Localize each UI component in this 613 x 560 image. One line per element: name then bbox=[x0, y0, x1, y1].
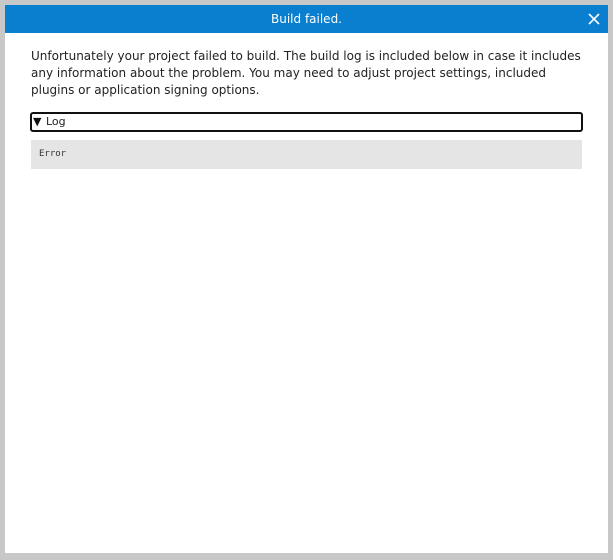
dialog-title: Build failed. bbox=[271, 12, 342, 26]
close-button[interactable] bbox=[586, 11, 602, 27]
error-message: Unfortunately your project failed to build. The build log is included below in case it includes any information about the problem. You may need to adjust project settings, included plugins or application signing options. bbox=[31, 49, 581, 97]
log-toggle[interactable] bbox=[30, 112, 583, 132]
dialog-titlebar bbox=[5, 5, 608, 33]
triangle-down-icon: ▼ bbox=[33, 115, 42, 128]
log-toggle-label: Log bbox=[46, 115, 66, 128]
build-failed-dialog bbox=[5, 5, 608, 553]
build-log-text: Error bbox=[39, 149, 67, 159]
build-log-output bbox=[31, 140, 582, 169]
close-icon bbox=[586, 11, 602, 27]
